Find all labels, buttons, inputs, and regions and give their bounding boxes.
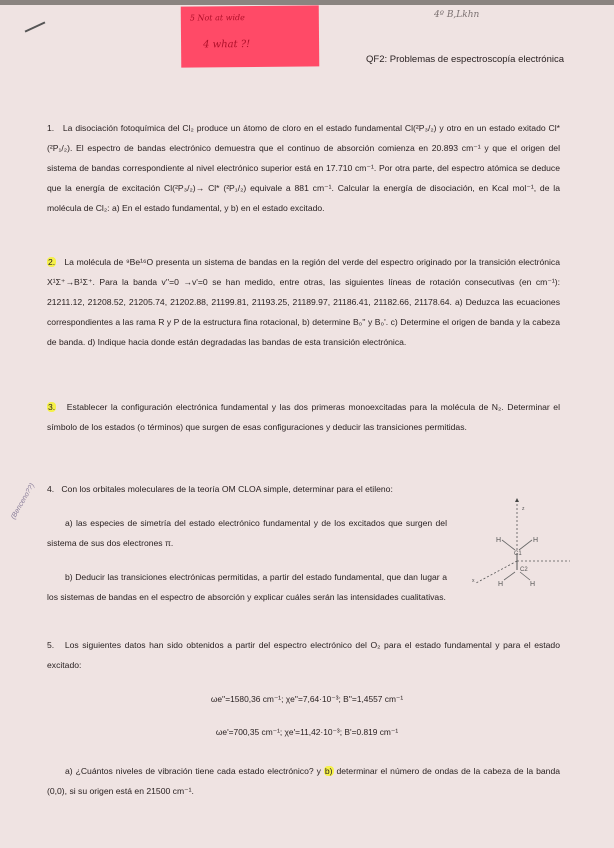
problem-4-part-b: b) Deducir las transiciones electrónicas permitidas, a partir del estado fundamental, que dan lugar a los sistemas de bandas en el espectro de absorción y explicar cuáles serán las intensidades cualitativas. — [47, 572, 447, 602]
photo-edge — [0, 0, 614, 5]
equation-excited-state: ωe'=700,35 cm⁻¹; χe'=11,42·10⁻³; B'=0.819 cm⁻¹ — [215, 727, 399, 737]
page-title: QF2: Problemas de espectroscopía electrónica — [366, 54, 565, 65]
ethylene-diagram — [462, 498, 572, 598]
problem-text: La molécula de ⁹Be¹⁶O presenta un sistema de bandas en la región del verde del espectro originado por la transición electrónica X¹Σ⁺→B¹Σ⁺. Para la banda v''=0 →v'=0 se han medido, entre otras, las siguientes líneas de rotación consecutivas (en cm⁻¹): 21211.12, 21208.52, 21205.74, 21202.88, 21199.81, 21193.25, 21189.97, 21186.41, 21182.66, 21178.64. a) Deduzca las ecuaciones correspondientes a las rama R y P de la estructura fina rotacional, b) determine B₀'' y B₀'. c) Determine el origen de banda y la cabeza de banda. d) Indique hacia donde están degradadas las bandas de esta transición electrónica. — [47, 257, 560, 347]
problem-4-part-a: a) las especies de simetría del estado electrónico fundamental y de los excitados que surgen del sistema de sus dos electrones π. — [47, 518, 447, 548]
problem-5-part-b: determinar el número de ondas de la cabeza de la banda (0,0), si su origen está en 21500 cm⁻¹. — [47, 766, 561, 796]
problem-number: 5. — [47, 640, 55, 650]
ch-bond — [504, 572, 515, 580]
problem-5-part-b-label: b) — [324, 766, 333, 776]
problem-number: 2. — [48, 257, 56, 267]
problem-5-parts — [47, 761, 560, 801]
pen-mark — [25, 21, 46, 32]
problem-number: 1. — [47, 123, 55, 133]
sticky-note-line1: 5 Not at wide — [189, 13, 245, 23]
h-label: H — [498, 581, 504, 588]
h-label: H — [530, 581, 536, 588]
problem-1 — [47, 118, 560, 218]
problem-5 — [47, 635, 560, 675]
problem-2 — [47, 252, 560, 352]
c2-label: C2 — [520, 567, 528, 573]
problem-text: Con los orbitales moleculares de la teoría OM CLOA simple, determinar para el etileno: — [61, 484, 393, 494]
sticky-note-line2: 4 what ?! — [203, 38, 251, 51]
h-label: H — [533, 537, 539, 544]
ch-bond — [519, 540, 532, 550]
problem-number: 4. — [47, 484, 55, 494]
z-label: z — [522, 506, 525, 512]
ch-bond — [502, 540, 515, 550]
problem-text: Establecer la configuración electrónica fundamental y las dos primeras monoexcitadas para la molécula de N₂. Determinar el símbolo de los estados (o términos) que surgen de esas configuraciones y deducir las transiciones permitidas. — [47, 402, 561, 432]
problem-number: 3. — [48, 402, 56, 412]
x-axis — [476, 561, 517, 583]
problem-4 — [47, 479, 560, 499]
problem-5-part-a: a) ¿Cuántos niveles de vibración tiene cada estado electrónico? y — [65, 766, 321, 776]
x-label: x — [472, 578, 475, 584]
sticky-note — [181, 5, 320, 67]
problem-text: La disociación fotoquímica del Cl₂ produce un átomo de cloro en el estado fundamental Cl(²P₃/₂) y otro en un estado exitado Cl* (²P₁/₂). El espectro de bandas electrónico demuestra que el continuo de absorción comienza en 20.893 cm⁻¹ y que el origen del sistema de bandas correspondiente al nivel electrónico superior está en 17.710 cm⁻¹. Por otra parte, del espectro atómica se deduce que la energía de excitación Cl(²P₃/₂)→ Cl* (²P₁/₂) equivale a 881 cm⁻¹. Calcular la energía de disociación, en Kcal mol⁻¹, de la molécula de Cl₂: a) En el estado fundamental, y b) en el estado excitado. — [47, 123, 560, 213]
problem-text: Los siguientes datos han sido obtenidos a partir del espectro electrónico del O₂ para el estado fundamental y para el estado excitado: — [47, 640, 560, 670]
problem-3 — [47, 397, 560, 437]
z-arrow — [515, 498, 519, 502]
handwritten-note: 4º B,Lkhn — [434, 10, 480, 20]
c1-label: C1 — [514, 551, 522, 557]
margin-note: (Benceno??) — [9, 482, 37, 521]
equation-ground-state: ωe''=1580,36 cm⁻¹; χe''=7,64·10⁻³; B''=1,4557 cm⁻¹ — [210, 694, 404, 704]
h-label: H — [496, 537, 502, 544]
ch-bond — [520, 572, 530, 580]
